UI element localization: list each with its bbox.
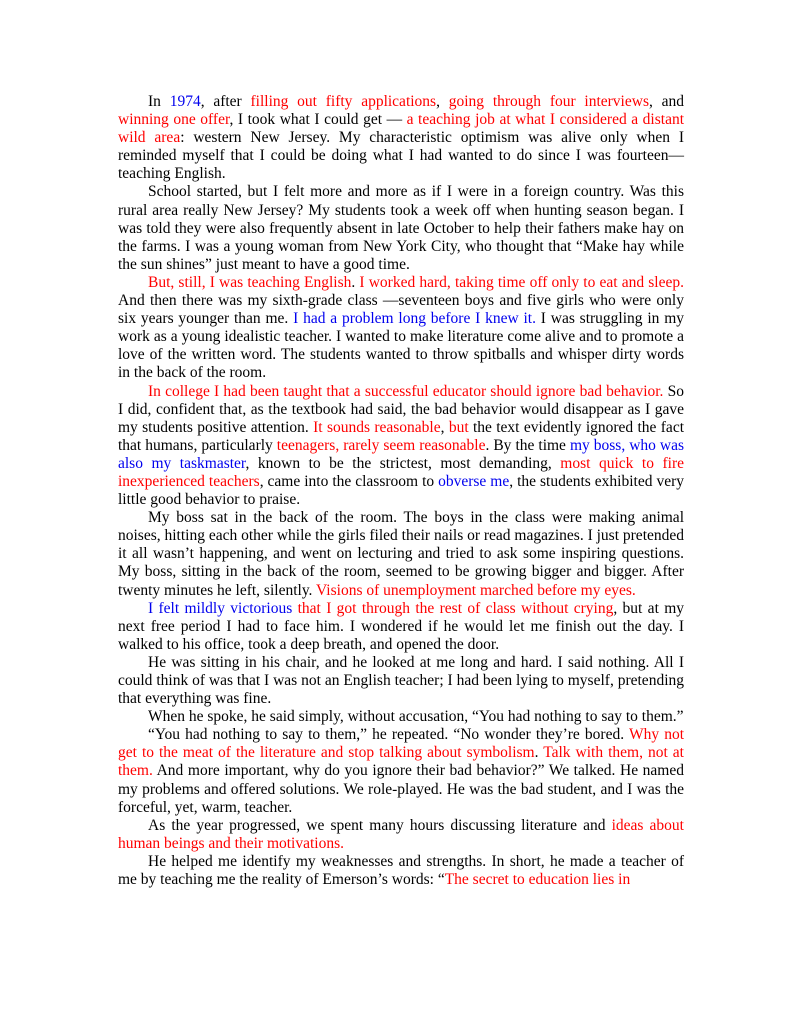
text-run: , after bbox=[200, 93, 251, 110]
text-run: . By the time bbox=[485, 436, 570, 454]
text-run: : western New Jersey. My characteristic optimism was alive only when I reminded myself that I could be doing what I had wanted to do since I was fourteen—teaching English. bbox=[118, 129, 685, 183]
text-run: , bbox=[440, 418, 449, 436]
text-run: , the students exhibited very little good behavior to praise. bbox=[118, 472, 684, 509]
highlighted-text-red: going through four interviews bbox=[448, 93, 649, 110]
text-run: And more important, why do you ignore their bad behavior?” We talked. He named my problems and offered solutions. We role-played. He was the bad student, and I was the forceful, yet, warm, teacher. bbox=[118, 762, 684, 816]
text-run: In bbox=[148, 93, 170, 110]
text-run: the text evidently ignored the fact that humans, particularly bbox=[118, 418, 684, 454]
paragraph bbox=[118, 383, 684, 510]
highlighted-text-red: ideas about human beings and their motivations. bbox=[118, 816, 684, 852]
paragraph bbox=[118, 509, 684, 599]
paragraph bbox=[118, 654, 684, 708]
highlighted-text-red: but bbox=[448, 418, 469, 436]
text-run: I was struggling in my work as a young idealistic teacher. I wanted to make literature come alive and to promote a love of the written word. The students wanted to throw spitballs and whisper dirty words in the back of the room. bbox=[118, 310, 684, 382]
highlighted-text-red: The secret to education lies in bbox=[444, 871, 631, 889]
text-run: School started, but I felt more and more as if I were in a foreign country. Was this rural area really New Jersey? My students took a week off when hunting season began. I was told they were also frequently absent in late October to help their fathers make hay on the farms. I was a young woman from New York City, who thought that “Make hay while the sun shines” just meant to have a good time. bbox=[118, 183, 684, 273]
highlighted-text-red: Why not get to the meat of the literature and stop talking about symbolism bbox=[118, 726, 684, 762]
highlighted-text-red: But, still, I was teaching English bbox=[148, 273, 352, 291]
text-run: My boss sat in the back of the room. The boys in the class were making animal noises, hitting each other while the girls filed their nails or read magazines. I just pretended it all wasn’t happening, and went on lecturing and tried to ask some inspiring questions. My boss, sitting in the back of the room, seemed to be growing bigger and bigger. After twenty minutes he left, silently. bbox=[118, 509, 685, 599]
paragraph bbox=[118, 183, 684, 273]
body-text bbox=[118, 93, 684, 889]
paragraph bbox=[118, 708, 684, 726]
highlighted-text-red: that I got through the rest of class without crying bbox=[297, 599, 614, 617]
paragraph bbox=[118, 726, 684, 816]
highlighted-text-red: I worked hard, taking time off only to eat and sleep. bbox=[359, 273, 684, 291]
highlighted-text-blue: I had a problem long before I knew it. bbox=[293, 310, 536, 328]
highlighted-text-red: filling out fifty applications bbox=[250, 93, 437, 110]
paragraph bbox=[118, 817, 684, 853]
text-run: And then there was my sixth-grade class —seventeen boys and five girls who were only six years younger than me. bbox=[118, 292, 684, 328]
text-run: , known to be the strictest, most demanding, bbox=[245, 454, 561, 472]
text-run: He helped me identify my weaknesses and strengths. In short, he made a teacher of me by teaching me the reality of Emerson’s words: “ bbox=[118, 852, 684, 889]
highlighted-text-blue: 1974 bbox=[169, 93, 201, 110]
paragraph bbox=[118, 853, 684, 889]
text-run: , and bbox=[648, 93, 685, 110]
text-run: , but at my next free period I had to face him. I wondered if he would let me finish out the day. I walked to his office, took a deep breath, and opened the door. bbox=[118, 599, 685, 653]
paragraph bbox=[118, 600, 684, 654]
text-run: , I took what I could get — bbox=[229, 111, 407, 129]
text-run: , came into the classroom to bbox=[259, 472, 439, 490]
text-run: “You had nothing to say to them,” he repeated. “No wonder they’re bored. bbox=[148, 726, 629, 744]
text-run: So I did, confident that, as the textbook had said, the bad behavior would disappear as I gave my students positive attention. bbox=[118, 382, 684, 436]
text-run: He was sitting in his chair, and he looked at me long and hard. I said nothing. All I could think of was that I was not an English teacher; I had been lying to myself, pretending that everything was fine. bbox=[118, 653, 684, 708]
highlighted-text-red: a teaching job at what I considered a distant wild area bbox=[118, 111, 685, 147]
highlighted-text-red: It sounds reasonable bbox=[313, 418, 441, 436]
highlighted-text-red: teenagers, rarely seem reasonable bbox=[276, 436, 486, 454]
text-run: As the year progressed, we spent many hours discussing literature and bbox=[148, 816, 612, 834]
text-run: . bbox=[534, 744, 544, 762]
highlighted-text-red: winning one offer bbox=[118, 111, 230, 129]
highlighted-text-blue: obverse me bbox=[438, 472, 510, 490]
paragraph bbox=[118, 93, 684, 183]
paragraph bbox=[118, 274, 684, 383]
text-run: , bbox=[436, 93, 449, 110]
highlighted-text-red: most quick to fire inexperienced teachers bbox=[118, 454, 684, 490]
highlighted-text-red: In college I had been taught that a successful educator should ignore bad behavior. bbox=[148, 382, 664, 400]
highlighted-text-red: Visions of unemployment marched before my eyes. bbox=[316, 581, 636, 599]
highlighted-text-red: Talk with them, not at them. bbox=[118, 744, 684, 780]
text-run: When he spoke, he said simply, without accusation, “You had nothing to say to them.” bbox=[148, 708, 684, 726]
highlighted-text-blue: my boss, who was also my taskmaster bbox=[118, 436, 684, 472]
highlighted-text-blue: I felt mildly victorious bbox=[148, 599, 293, 617]
text-run: . bbox=[351, 273, 360, 291]
